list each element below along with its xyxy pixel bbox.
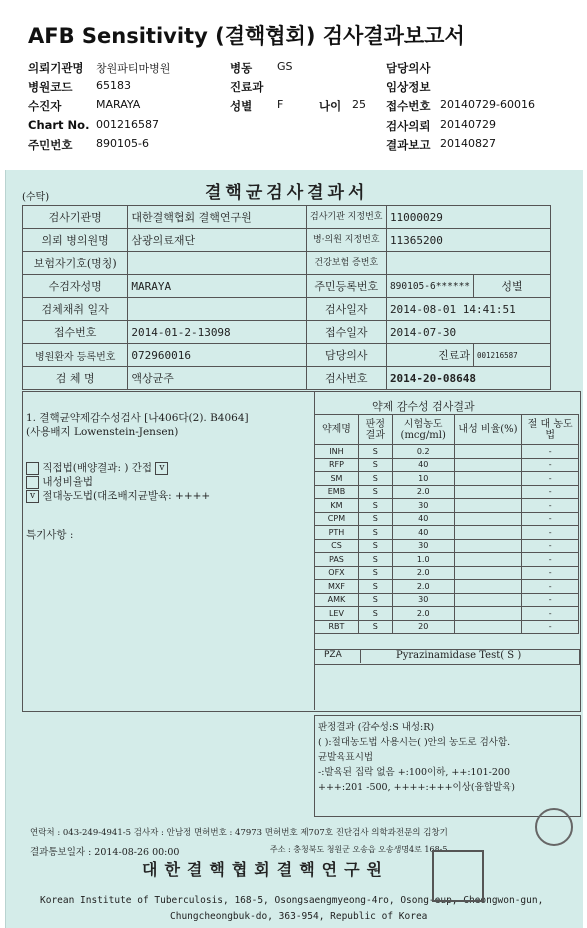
label-department: 진료과: [230, 80, 264, 94]
drug-table-caption: 약제 감수성 검사결과: [372, 400, 475, 413]
footer-report-date: 결과통보일자 : 2014-08-26 00:00: [30, 847, 180, 858]
round-seal-icon: [535, 808, 573, 846]
drug-result-cell: S: [358, 458, 392, 472]
copy-mark: (수탁): [22, 192, 50, 203]
value-ward: GS: [277, 60, 293, 73]
drug-result-cell: S: [358, 580, 392, 594]
drug-result-cell: S: [358, 526, 392, 540]
drug-name-cell: LEV: [315, 607, 359, 621]
drug-ratio-cell: [454, 553, 522, 567]
method-line-2: (사용배지 Lowenstein-Jensen): [26, 426, 179, 438]
drug-absolute-cell: -: [522, 553, 579, 567]
cell-inst-value: 대한결핵협회 결핵연구원: [128, 206, 306, 229]
drug-absolute-cell: -: [522, 566, 579, 580]
cell-ins-value: [128, 252, 306, 275]
value-request-date: 20140729: [440, 118, 496, 131]
drug-name-cell: RFP: [315, 458, 359, 472]
header-absolute: 절 대 농도법: [522, 415, 579, 445]
value-resident-no: 890105-6: [96, 137, 149, 150]
drug-row: [315, 593, 579, 607]
option-absolute-concentration: v 절대농도법(대조배지균발육: ++++: [26, 488, 210, 503]
cell-doc-label: 담당의사: [306, 344, 386, 367]
footer-address: 주소 : 충청북도 청원군 오송읍 오송생명4로 168-5: [270, 845, 448, 854]
cell-insno-value: [386, 252, 550, 275]
pza-value: Pyrazinamidase Test( S ): [396, 650, 522, 661]
drug-ratio-cell: [454, 512, 522, 526]
cell-no-label: 검사번호: [306, 367, 386, 390]
drug-ratio-cell: [454, 445, 522, 459]
drug-concentration-cell: 10: [392, 472, 454, 486]
drug-absolute-cell: -: [522, 620, 579, 634]
drug-name-cell: PTH: [315, 526, 359, 540]
cell-hosp-label: 병원환자 등록번호: [23, 344, 128, 367]
cell-no-value: 2014-20-08648: [386, 367, 550, 390]
header-resistance-ratio: 내성 비율(%): [454, 415, 522, 445]
drug-absolute-cell: -: [522, 445, 579, 459]
cell-spec-label: 검 체 명: [23, 367, 128, 390]
drug-concentration-cell: 2.0: [392, 580, 454, 594]
drug-ratio-cell: [454, 593, 522, 607]
cell-coll-label: 검체채취 일자: [23, 298, 128, 321]
drug-concentration-cell: 0.2: [392, 445, 454, 459]
header-result: 판정 결과: [358, 415, 392, 445]
header-drug: 약제명: [315, 415, 359, 445]
cell-inst-label: 검사기관명: [23, 206, 128, 229]
cell-pname-label: 수검자성명: [23, 275, 128, 298]
drug-name-cell: PAS: [315, 553, 359, 567]
cell-test-value: 2014-08-01 14:41:51: [386, 298, 550, 321]
drug-row: [315, 526, 579, 540]
cell-rdate-value: 2014-07-30: [386, 321, 550, 344]
indirect-checkbox[interactable]: v: [155, 462, 168, 475]
drug-concentration-cell: 20: [392, 620, 454, 634]
cell-rrn-value: 890105-6******: [386, 275, 473, 298]
drug-result-cell: S: [358, 485, 392, 499]
label-sex: 성별: [230, 99, 253, 113]
cell-insno-label: 건강보험 증번호: [306, 252, 386, 275]
footer-english-1: Korean Institute of Tuberculosis, 168-5, Osongsaengmyeong-4ro, Osong-eup, Cheongwon-gun,: [40, 895, 544, 906]
drug-concentration-cell: 40: [392, 458, 454, 472]
drug-row: [315, 499, 579, 513]
header-concentration: 시험농도 (mcg/ml): [392, 415, 454, 445]
cell-rcpt-value: 2014-01-2-13098: [128, 321, 306, 344]
drug-ratio-cell: [454, 472, 522, 486]
value-requesting-institution: 창원파티마병원: [96, 62, 171, 75]
value-patient: MARAYA: [96, 98, 141, 111]
label-resident-no: 주민번호: [28, 138, 73, 152]
drug-ratio-cell: [454, 526, 522, 540]
drug-absolute-cell: -: [522, 593, 579, 607]
cell-req-label: 의뢰 병의원명: [23, 229, 128, 252]
resistance-ratio-checkbox[interactable]: [26, 476, 39, 489]
cell-ins-label: 보험자기호(명칭): [23, 252, 128, 275]
drug-result-cell: S: [358, 445, 392, 459]
report-header: [0, 60, 587, 160]
drug-result-cell: S: [358, 566, 392, 580]
value-age: 25: [352, 98, 366, 111]
drug-name-cell: MXF: [315, 580, 359, 594]
pza-label: PZA: [324, 650, 342, 660]
drug-row: [315, 580, 579, 594]
drug-row: [315, 512, 579, 526]
drug-ratio-cell: [454, 607, 522, 621]
drug-name-cell: CS: [315, 539, 359, 553]
drug-row: [315, 485, 579, 499]
cell-hosp-value: 072960016: [128, 344, 306, 367]
scan-title: 결핵균검사결과서: [205, 183, 369, 203]
drug-result-cell: S: [358, 553, 392, 567]
drug-row: [315, 539, 579, 553]
legend-line-5: +++:201 -500, ++++:+++이상(융합발육): [318, 782, 516, 793]
cell-instno-label: 검사기관 지정번호: [306, 206, 386, 229]
footer-contact: 연락처 : 043-249-4941-5 검사자 : 안남정 면허번호 : 47973 면허번호 제707호 진단검사 의학과전문의 김창기: [30, 828, 448, 838]
drug-name-cell: AMK: [315, 593, 359, 607]
footer-organization: 대한결핵협회결핵연구원: [142, 860, 390, 879]
cell-pname-value: MARAYA: [128, 275, 306, 298]
cell-test-label: 검사일자: [306, 298, 386, 321]
drug-name-cell: SM: [315, 472, 359, 486]
label-hospital-code: 병원코드: [28, 80, 73, 94]
drug-concentration-cell: 2.0: [392, 485, 454, 499]
label-clinical-info: 임상정보: [386, 80, 431, 94]
drug-row: [315, 458, 579, 472]
footer-english-2: Chungcheongbuk-do, 363-954, Republic of Korea: [170, 911, 428, 922]
absolute-concentration-checkbox[interactable]: v: [26, 490, 39, 503]
cell-sex-label: 성별: [474, 275, 551, 298]
drug-name-cell: CPM: [315, 512, 359, 526]
drug-row: [315, 607, 579, 621]
legend-line-3: 균발육표시법: [318, 752, 374, 763]
drug-name-cell: RBT: [315, 620, 359, 634]
direct-checkbox[interactable]: [26, 462, 39, 475]
legend-line-1: 판정결과 (감수성:S 내성:R): [318, 722, 435, 733]
drug-concentration-cell: 40: [392, 526, 454, 540]
cell-reqno-value: 11365200: [386, 229, 550, 252]
drug-name-cell: INH: [315, 445, 359, 459]
value-sex: F: [277, 98, 284, 111]
drug-ratio-cell: [454, 580, 522, 594]
drug-concentration-cell: 1.0: [392, 553, 454, 567]
label-doctor: 담당의사: [386, 61, 431, 75]
legend-line-4: -:발육된 집락 없음 +:100이하, ++:101-200: [318, 767, 510, 778]
cell-req-value: 삼광의료재단: [128, 229, 306, 252]
cell-rrn-label: 주민등록번호: [306, 275, 386, 298]
drug-absolute-cell: -: [522, 580, 579, 594]
label-age: 나이: [319, 99, 342, 113]
method-line-1: 1. 결핵균약제감수성검사 [나406다(2). B4064]: [26, 412, 249, 424]
label-chart-no: Chart No.: [28, 118, 90, 132]
patient-info-table: [22, 205, 551, 390]
drug-name-cell: KM: [315, 499, 359, 513]
drug-row: [315, 445, 579, 459]
label-ward: 병동: [230, 61, 253, 75]
drug-concentration-cell: 2.0: [392, 566, 454, 580]
cell-coll-value: [128, 298, 306, 321]
value-chart-no: 001216587: [96, 118, 159, 131]
label-requesting-institution: 의뢰기관명: [28, 61, 84, 75]
drug-concentration-cell: 30: [392, 499, 454, 513]
option-resistance-ratio: 내성비율법: [26, 474, 93, 489]
drug-absolute-cell: -: [522, 539, 579, 553]
drug-concentration-cell: 30: [392, 539, 454, 553]
drug-row: [315, 553, 579, 567]
drug-name-cell: EMB: [315, 485, 359, 499]
remarks-label: 특기사항 :: [26, 529, 74, 541]
drug-concentration-cell: 2.0: [392, 607, 454, 621]
drug-result-cell: S: [358, 539, 392, 553]
value-report-date: 20140827: [440, 137, 496, 150]
drug-row: [315, 566, 579, 580]
option-direct: 직접법(배양결과: ) 간접 v: [26, 460, 168, 475]
drug-absolute-cell: -: [522, 458, 579, 472]
drug-ratio-cell: [454, 620, 522, 634]
drug-result-cell: S: [358, 499, 392, 513]
label-report-date: 결과보고: [386, 138, 431, 152]
drug-result-cell: S: [358, 512, 392, 526]
cell-rcpt-label: 접수번호: [23, 321, 128, 344]
drug-result-cell: S: [358, 593, 392, 607]
drug-absolute-cell: -: [522, 607, 579, 621]
drug-result-cell: S: [358, 620, 392, 634]
drug-name-cell: OFX: [315, 566, 359, 580]
cell-dept-label: 진료과: [386, 344, 473, 367]
drug-absolute-cell: -: [522, 472, 579, 486]
label-accession-no: 접수번호: [386, 99, 431, 113]
report-title: AFB Sensitivity (결핵협회) 검사결과보고서: [28, 24, 465, 48]
drug-absolute-cell: -: [522, 499, 579, 513]
drug-ratio-cell: [454, 566, 522, 580]
value-accession-no: 20140729-60016: [440, 98, 535, 111]
drug-sensitivity-table: [314, 414, 579, 634]
drug-absolute-cell: -: [522, 485, 579, 499]
drug-ratio-cell: [454, 499, 522, 513]
square-seal-icon: [432, 850, 484, 902]
drug-result-cell: S: [358, 607, 392, 621]
cell-rdate-label: 접수일자: [306, 321, 386, 344]
drug-ratio-cell: [454, 458, 522, 472]
drug-ratio-cell: [454, 539, 522, 553]
cell-dept-value: 001216587: [474, 344, 551, 367]
drug-concentration-cell: 30: [392, 593, 454, 607]
cell-instno-value: 11000029: [386, 206, 550, 229]
value-hospital-code: 65183: [96, 79, 131, 92]
drug-row: [315, 620, 579, 634]
cell-spec-value: 액상균주: [128, 367, 306, 390]
label-request-date: 검사의뢰: [386, 119, 431, 133]
drug-row: [315, 472, 579, 486]
drug-absolute-cell: -: [522, 526, 579, 540]
label-patient: 수진자: [28, 99, 62, 113]
drug-result-cell: S: [358, 472, 392, 486]
drug-absolute-cell: -: [522, 512, 579, 526]
drug-concentration-cell: 40: [392, 512, 454, 526]
drug-ratio-cell: [454, 485, 522, 499]
legend-line-2: ( ):절대농도법 사용시는( )안의 농도로 검사함.: [318, 737, 511, 748]
cell-reqno-label: 병·의원 지정번호: [306, 229, 386, 252]
